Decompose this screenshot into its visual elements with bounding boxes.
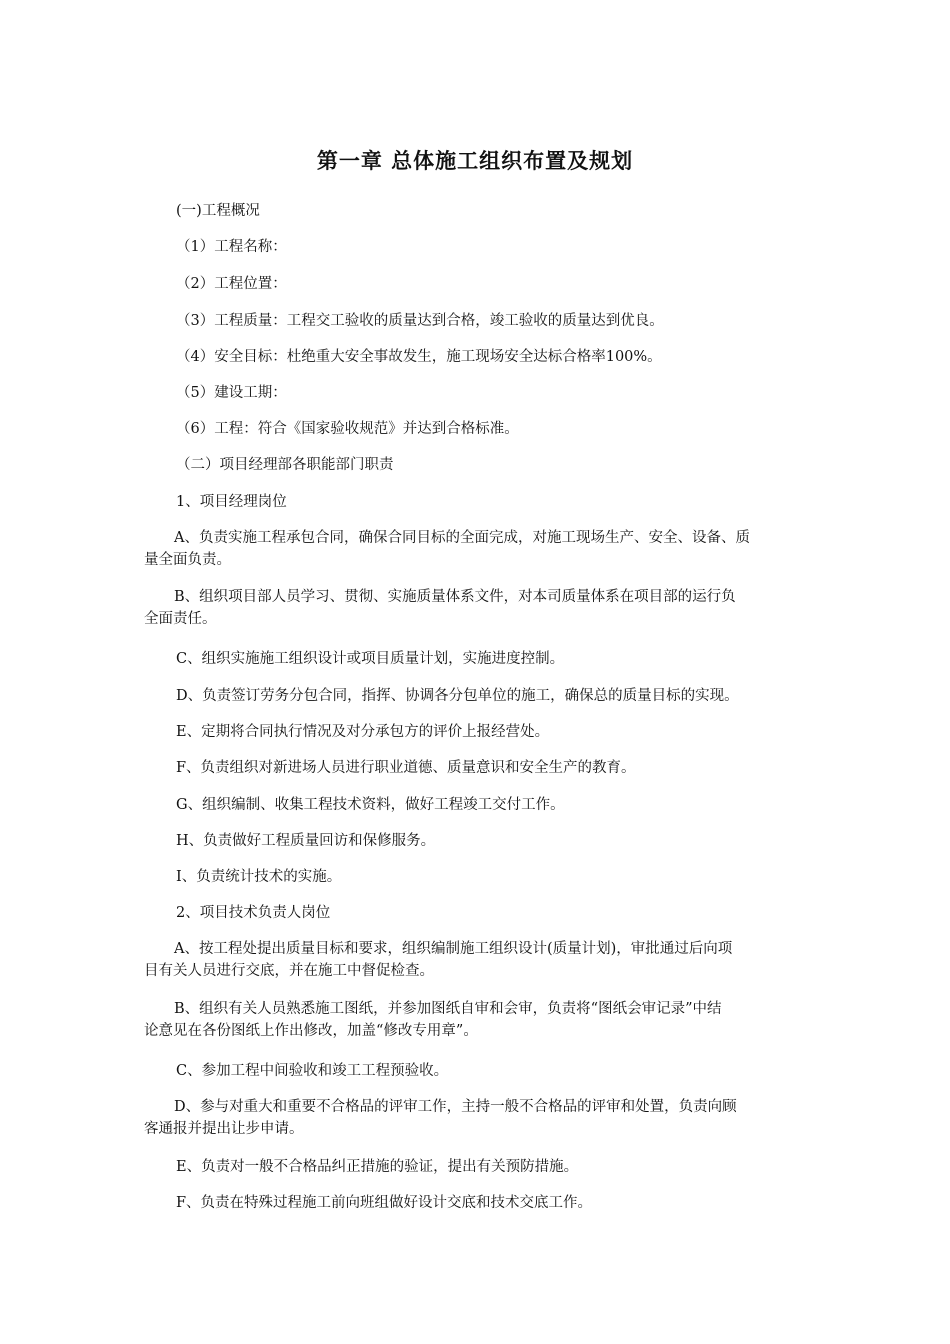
tech-duty-d — [144, 1096, 810, 1140]
tech-duty-c: C、参加工程中间验收和竣工工程预验收。 — [176, 1063, 449, 1079]
tech-duty-f: F、负责在特殊过程施工前向班组做好设计交底和技术交底工作。 — [176, 1195, 593, 1211]
paragraph-line: A、按工程处提出质量目标和要求，组织编制施工组织设计(质量计划)，审批通过后向项 — [174, 941, 733, 957]
paragraph-line: B、组织有关人员熟悉施工图纸，并参加图纸自审和会审，负责将“图纸会审记录”中结 — [174, 1001, 722, 1017]
section-heading-overview: (一)工程概况 — [176, 203, 260, 219]
chapter-title: 第一章 总体施工组织布置及规划 — [316, 149, 634, 173]
paragraph-line: D、参与对重大和重要不合格品的评审工作，主持一般不合格品的评审和处置，负责向顾 — [174, 1099, 737, 1115]
overview-item: （2）工程位置： — [176, 276, 287, 292]
paragraph-line: 目有关人员进行交底，并在施工中督促检查。 — [144, 963, 434, 979]
paragraph-line: 客通报并提出让步申请。 — [144, 1121, 304, 1137]
overview-item: （6）工程：符合《国家验收规范》并达到合格标准。 — [176, 421, 519, 437]
section-heading-departments: （二）项目经理部各职能部门职责 — [176, 457, 394, 473]
pm-duty-d: D、负责签订劳务分包合同，指挥、协调各分包单位的施工，确保总的质量目标的实现。 — [176, 688, 739, 704]
tech-duty-b — [144, 998, 810, 1042]
pm-duty-i: I、负责统计技术的实施。 — [176, 869, 342, 885]
paragraph-line: A、负责实施工程承包合同，确保合同目标的全面完成，对施工现场生产、安全、设备、质 — [174, 530, 750, 546]
subsection-heading-technical-lead: 2、项目技术负责人岗位 — [176, 905, 331, 921]
paragraph-line: 全面责任。 — [144, 611, 217, 627]
pm-duty-h: H、负责做好工程质量回访和保修服务。 — [176, 833, 436, 849]
pm-duty-a — [144, 527, 810, 571]
pm-duty-f: F、负责组织对新进场人员进行职业道德、质量意识和安全生产的教育。 — [176, 760, 636, 776]
pm-duty-b — [144, 586, 810, 630]
overview-item: （3）工程质量：工程交工验收的质量达到合格，竣工验收的质量达到优良。 — [176, 313, 664, 329]
overview-item: （5）建设工期： — [176, 385, 287, 401]
paragraph-line: B、组织项目部人员学习、贯彻、实施质量体系文件，对本司质量体系在项目部的运行负 — [174, 589, 736, 605]
pm-duty-e: E、定期将合同执行情况及对分承包方的评价上报经营处。 — [176, 724, 550, 740]
tech-duty-a — [144, 938, 810, 982]
overview-item: （4）安全目标：杜绝重大安全事故发生，施工现场安全达标合格率100%。 — [176, 349, 662, 365]
pm-duty-g: G、组织编制、收集工程技术资料，做好工程竣工交付工作。 — [176, 797, 565, 813]
paragraph-line: 论意见在各份图纸上作出修改，加盖“修改专用章”。 — [144, 1023, 478, 1039]
paragraph-line: 量全面负责。 — [144, 552, 231, 568]
tech-duty-e: E、负责对一般不合格品纠正措施的验证，提出有关预防措施。 — [176, 1159, 579, 1175]
subsection-heading-project-manager: 1、项目经理岗位 — [176, 494, 287, 510]
overview-item: （1）工程名称： — [176, 239, 287, 255]
pm-duty-c: C、组织实施施工组织设计或项目质量计划，实施进度控制。 — [176, 651, 565, 667]
